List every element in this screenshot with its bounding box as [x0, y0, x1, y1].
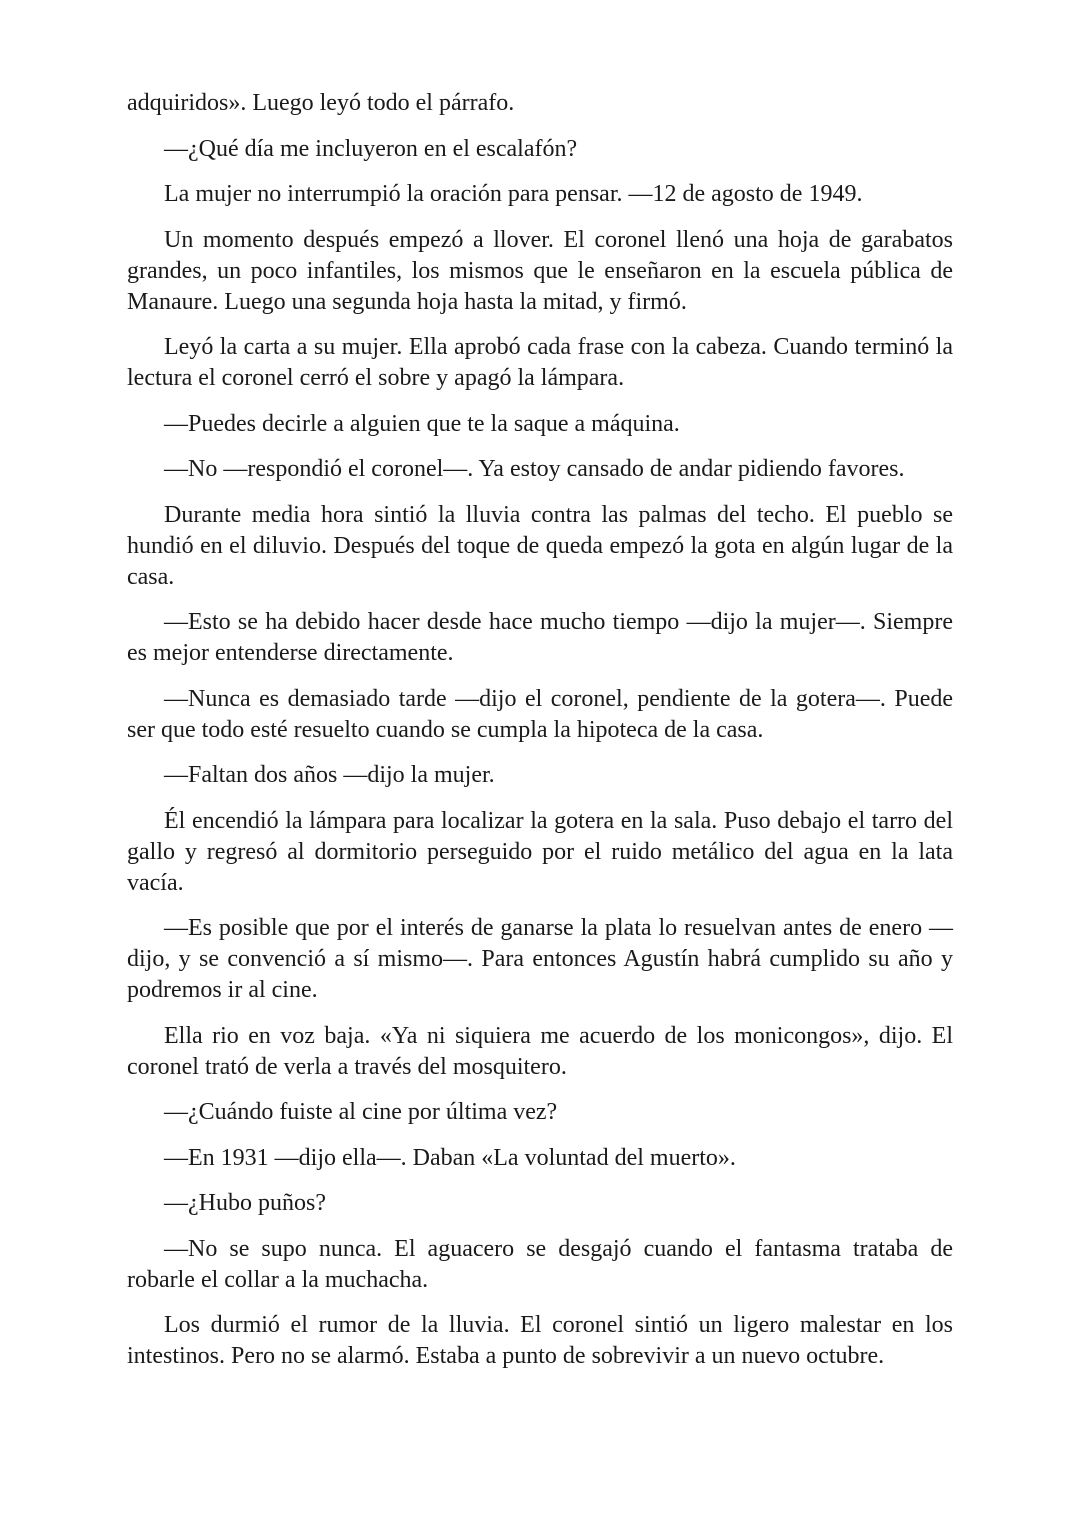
- paragraph-dialogue: —No —respondió el coronel—. Ya estoy cansado de andar pidiendo favores.: [164, 456, 905, 482]
- paragraph-dialogue: —Faltan dos años —dijo la mujer.: [164, 762, 495, 788]
- paragraph-dialogue: —Nunca es demasiado tarde —dijo el coronel, pendiente de la gotera—. Puede ser que todo esté resuelto cuando se cumpla la hipoteca de la casa.: [127, 685, 953, 743]
- paragraph-dialogue: —¿Hubo puños?: [164, 1190, 326, 1216]
- paragraph-dialogue: —Esto se ha debido hacer desde hace mucho tiempo —dijo la mujer—. Siempre es mejor entenderse directamente.: [127, 609, 953, 666]
- paragraph: Ella rio en voz baja. «Ya ni siquiera me acuerdo de los monicongos», dijo. El coronel trató de verla a través del mosquitero.: [127, 1022, 953, 1080]
- paragraph-dialogue: —¿Qué día me incluyeron en el escalafón?: [164, 135, 578, 162]
- page-body: [127, 88, 953, 1387]
- paragraph: Durante media hora sintió la lluvia contra las palmas del techo. El pueblo se hundió en el diluvio. Después del toque de queda empezó la gota en algún lugar de la casa.: [127, 501, 953, 590]
- paragraph: Leyó la carta a su mujer. Ella aprobó cada frase con la cabeza. Cuando terminó la lectura el coronel cerró el sobre y apagó la lámpara.: [127, 334, 953, 391]
- paragraph: Él encendió la lámpara para localizar la gotera en la sala. Puso debajo el tarro del gallo y regresó al dormitorio perseguido por el ruido metálico del agua en la lata vacía.: [127, 807, 953, 896]
- paragraph-dialogue: —Es posible que por el interés de ganarse la plata lo resuelvan antes de enero —dijo, y se convenció a sí mismo—. Para entonces Agustín habrá cumplido su año y podremos ir al cine.: [127, 915, 953, 1003]
- paragraph-dialogue: —¿Cuándo fuiste al cine por última vez?: [164, 1099, 558, 1125]
- paragraph-continuation: adquiridos». Luego leyó todo el párrafo.: [127, 90, 515, 116]
- paragraph-dialogue: —Puedes decirle a alguien que te la saque a máquina.: [164, 410, 680, 437]
- paragraph: Los durmió el rumor de la lluvia. El coronel sintió un ligero malestar en los intestinos. Pero no se alarmó. Estaba a punto de sobrevivir a un nuevo octubre.: [127, 1312, 953, 1369]
- paragraph-dialogue: —En 1931 —dijo ella—. Daban «La voluntad del muerto».: [164, 1144, 736, 1171]
- paragraph-dialogue: —No se supo nunca. El aguacero se desgajó cuando el fantasma trataba de robarle el collar a la muchacha.: [127, 1235, 953, 1293]
- paragraph: La mujer no interrumpió la oración para pensar. —12 de agosto de 1949.: [164, 181, 863, 207]
- paragraph: Un momento después empezó a llover. El coronel llenó una hoja de garabatos grandes, un poco infantiles, los mismos que le enseñaron en la escuela pública de Manaure. Luego una segunda hoja hasta la mitad, y firmó.: [127, 226, 953, 315]
